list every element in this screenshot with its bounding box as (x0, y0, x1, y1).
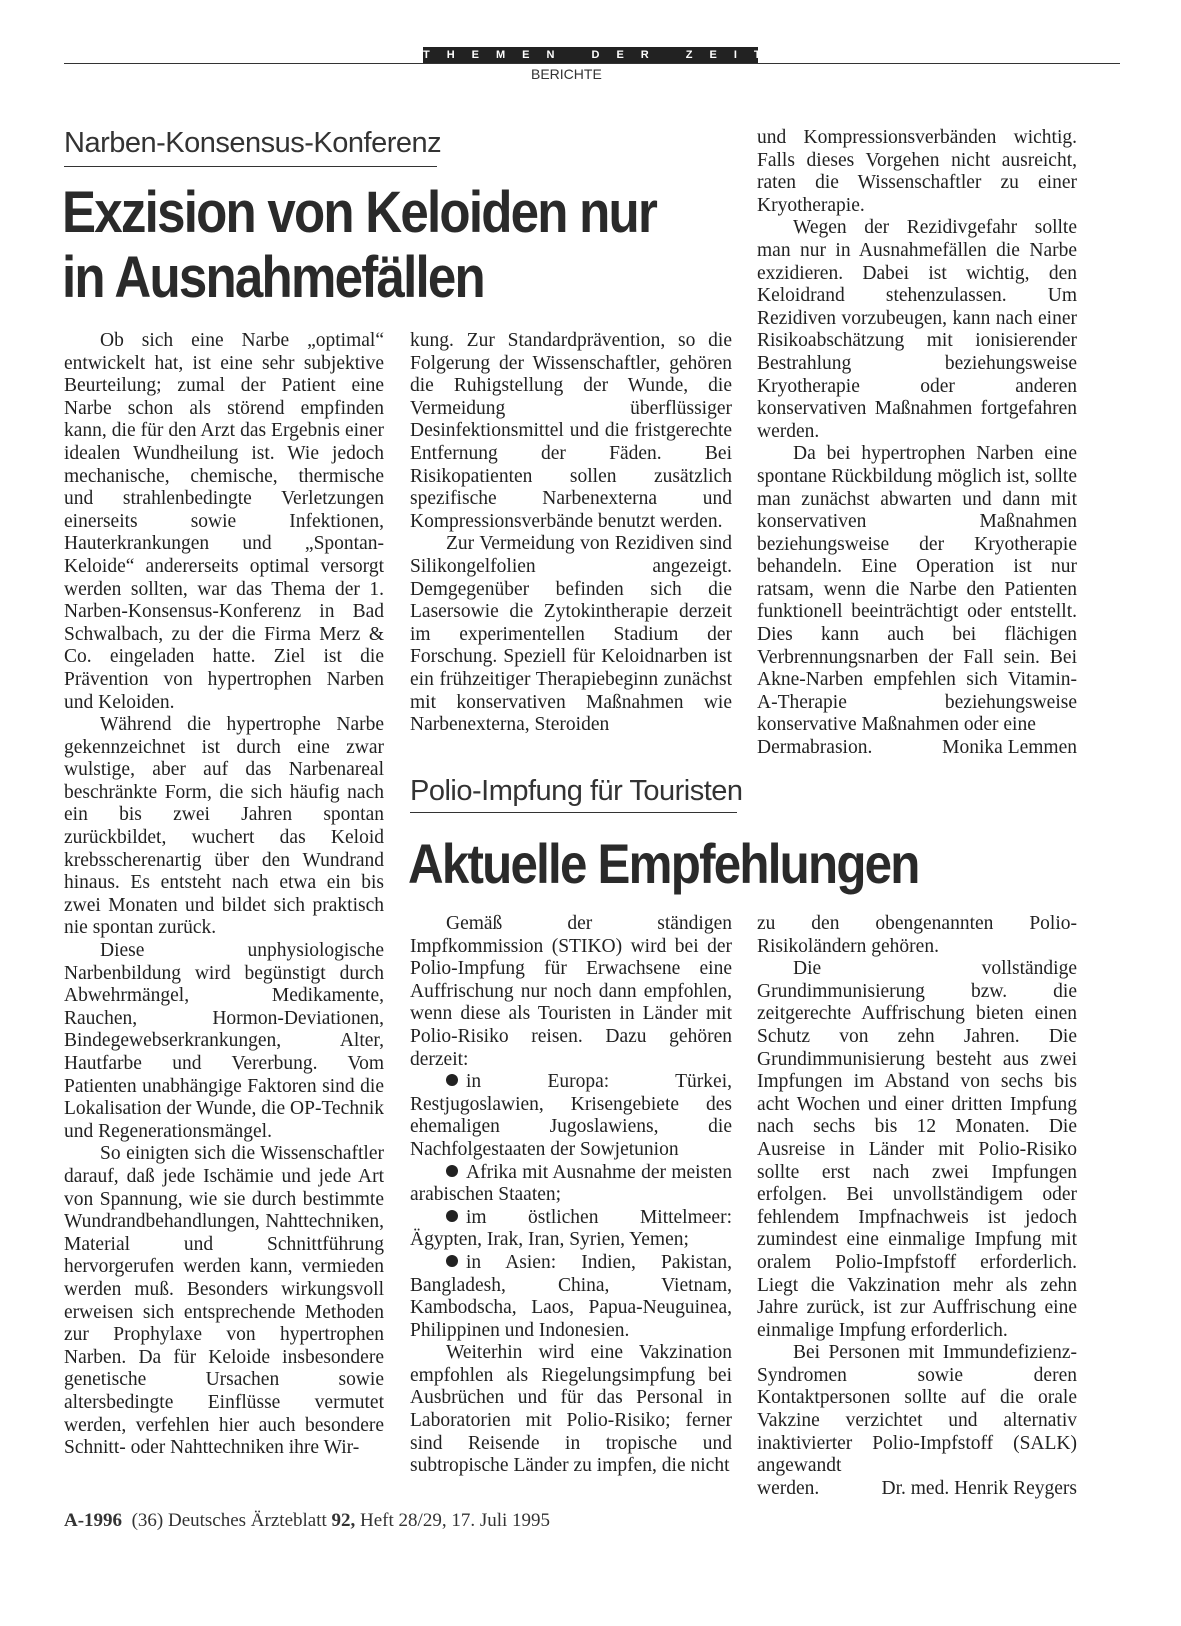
paragraph-end: werden. (757, 1477, 820, 1499)
paragraph: Diese unphysiologische Narbenbildung wird begünstigt durch Abwehrmängel, Medikamente, Rauchen, Hormon-Deviationen, Bindegewebserkrankungen, Alter, Hautfarbe und Vererbung. Vom Patienten unabhängige Faktoren sind die Lokalisation der Wunde, die OP-Technik und Regenerationsmängel. (64, 940, 384, 1142)
bullet-icon (446, 1074, 458, 1086)
article2-column-2 (757, 913, 1077, 1500)
article2-headline: Aktuelle Empfehlungen (408, 832, 919, 895)
author-name: Dr. med. Henrik Reygers (881, 1477, 1077, 1499)
bullet-icon (446, 1165, 458, 1177)
paragraph: Die vollständige Grundimmunisierung bzw. die zeitgerechte Auffrischung bieten einen Schutz von zehn Jahren. Die Grundimmunisierung besteht aus zwei Impfungen im Abstand von sechs bis acht Wochen und einer dritten Impfung nach sechs bis 12 Monaten. Die Ausreise in Länder mit Polio-Risiko sollte erst nach zwei Impfungen erfolgen. Bei unvollständigem oder fehlendem Impfnachweis ist jedoch zumindest eine einmalige Impfung mit oralem Polio-Impfstoff erforderlich. Liegt die Vakzination mehr als zehn Jahre zurück, ist zur Auffrischung eine einmalige Impfung erforderlich. (757, 958, 1077, 1341)
bullet-item: in Asien: Indien, Pakistan, Bangladesh, China, Vietnam, Kambodscha, Laos, Papua-Neuguinea, Philippinen und Indonesien. (410, 1251, 732, 1341)
paragraph: und Kompressionsverbänden wichtig. Falls dieses Vorgehen nicht ausreicht, raten die Wissenschaftler zu einer Kryotherapie. (757, 127, 1077, 216)
article1-headline-2: in Ausnahmefällen (62, 245, 484, 310)
bullet-item: in Europa: Türkei, Restjugoslawien, Krisengebiete des ehemaligen Jugoslawiens, die Nachfolgestaaten der Sowjetunion (410, 1071, 732, 1160)
page-id: A-1996 (64, 1510, 123, 1531)
bullet-item: Afrika mit Ausnahme der meisten arabischen Staaten; (410, 1161, 732, 1206)
author-name: Monika Lemmen (942, 737, 1077, 759)
article2-column-1 (410, 913, 732, 1478)
paragraph: Da bei hypertrophen Narben eine spontane Rückbildung möglich ist, sollte man zunächst abwarten und dann mit konservativen Maßnahmen beziehungsweise der Kryotherapie behandeln. Eine Operation ist nur ratsam, wenn die Narbe den Patienten funktionell beeinträchtigt oder entstellt. Dies kann auch bei flächigen Verbrennungsnarben der Fall sein. Bei Akne-Narben empfehlen sich Vitamin-A-Therapie beziehungsweise konservative Maßnahmen oder eine (757, 443, 1077, 736)
volume-number: 92, (331, 1510, 356, 1531)
header-rule (64, 63, 1120, 64)
article1-column-1 (64, 330, 384, 1460)
paragraph: Während die hypertrophe Narbe gekennzeichnet ist durch eine zwar wulstige, aber auf das Narbenareal beschränkte Form, die sich häufig nach ein bis zwei Jahren spontan zurückbildet, wuchert das Keloid krebsscherenartig über den Wundrand hinaus. Es entsteht nach etwa ein bis zwei Monaten und bildet sich praktisch nie spontan zurück. (64, 714, 384, 939)
article1-headline-1: Exzision von Keloiden nur (62, 180, 657, 245)
article1-column-3 (757, 127, 1077, 760)
paragraph: Weiterhin wird eine Vakzination empfohlen als Riegelungsimpfung bei Ausbrüchen und für das Personal in Laboratorien mit Polio-Risiko; ferner sind Reisende in tropische und subtropische Länder zu impfen, die nicht (410, 1342, 732, 1477)
paragraph: Zur Vermeidung von Rezidiven sind Silikongelfolien angezeigt. Demgegenüber befinden sich die Lasersowie die Zytokintherapie derzeit im experimentellen Stadium der Forschung. Speziell für Keloidnarben ist ein frühzeitiger Therapiebeginn zunächst mit konservativen Maßnahmen wie Narbenexterna, Steroiden (410, 533, 732, 736)
paragraph-end: Dermabrasion. (757, 737, 873, 759)
article2-kicker-rule (410, 812, 737, 813)
bullet-icon (446, 1210, 458, 1222)
section-band: THEMEN DER ZEIT (423, 49, 778, 61)
issue-info: Heft 28/29, 17. Juli 1995 (360, 1510, 551, 1531)
article1-kicker-rule (64, 166, 437, 167)
bullet-item: im östlichen Mittelmeer: Ägypten, Irak, Iran, Syrien, Yemen; (410, 1206, 732, 1251)
article1-column-2 (410, 330, 732, 737)
article2-kicker: Polio-Impfung für Touristen (410, 775, 743, 807)
section-label: BERICHTE (531, 66, 602, 82)
paragraph: Ob sich eine Narbe „optimal“ entwickelt hat, ist eine sehr subjektive Beurteilung; zumal der Patient eine Narbe schon als störend empfinden kann, die für den Arzt das Ergebnis einer idealen Wundheilung ist. Wie jedoch mechanische, chemische, thermische und strahlenbedingte Verletzungen einerseits sowie Infektionen, Hauterkrankungen und „Spontan-Keloide“ andererseits optimal versorgt werden sollten, war das Thema der 1. Narben-Konsensus-Konferenz in Bad Schwalbach, zu der die Firma Merz & Co. eingeladen hatte. Ziel ist die Prävention von hypertrophen Narben und Keloiden. (64, 330, 384, 713)
bullet-icon (446, 1255, 458, 1267)
paragraph: Bei Personen mit Immundefizienz-Syndromen sowie deren Kontaktpersonen sollte auf die orale Vakzine verzichtet und alternativ inaktivierter Polio-Impfstoff (SALK) angewandt (757, 1342, 1077, 1477)
signature-line (757, 1478, 1077, 1501)
paragraph: Gemäß der ständigen Impfkommission (STIKO) wird bei der Polio-Impfung für Erwachsene eine Auffrischung nur noch dann empfohlen, wenn diese als Touristen in Länder mit Polio-Risiko reisen. Dazu gehören derzeit: (410, 913, 732, 1070)
page-number: (36) (131, 1510, 164, 1531)
article1-kicker: Narben-Konsensus-Konferenz (64, 127, 442, 159)
paragraph: So einigten sich die Wissenschaftler darauf, daß jede Ischämie und jede Art von Spannung, wie sie durch bestimmte Wundrandbehandlungen, Nahttechniken, Material und Schnittführung hervorgerufen werden kann, vermieden werden muß. Besonders wirkungsvoll erweisen sich entsprechende Methoden zur Prophylaxe von hypertrophen Narben. Da für Keloide insbesondere genetische Ursachen sowie altersbedingte Einflüsse vermutet werden, verfehlen hier auch besondere Schnitt- oder Nahttechniken ihre Wir- (64, 1143, 384, 1459)
signature-line (757, 737, 1077, 760)
journal-name: Deutsches Ärzteblatt (167, 1510, 327, 1531)
paragraph: Wegen der Rezidivgefahr sollte man nur in Ausnahmefällen die Narbe exzidieren. Dabei ist wichtig, den Keloidrand stehenzulassen. Um Rezidiven vorzubeugen, kann nach einer Risikoabschätzung mit ionisierender Bestrahlung beziehungsweise Kryotherapie oder anderen konservativen Maßnahmen fortgefahren werden. (757, 217, 1077, 442)
page-footer (64, 1510, 550, 1532)
paragraph: zu den obengenannten Polio-Risikoländern gehören. (757, 913, 1077, 957)
paragraph: kung. Zur Standardprävention, so die Folgerung der Wissenschaftler, gehören die Ruhigstellung der Wunde, die Vermeidung überflüssiger Desinfektionsmittel und die fristgerechte Entfernung der Fäden. Bei Risikopatienten sollen zusätzlich spezifische Narbenexterna und Kompressionsverbände benutzt werden. (410, 330, 732, 532)
